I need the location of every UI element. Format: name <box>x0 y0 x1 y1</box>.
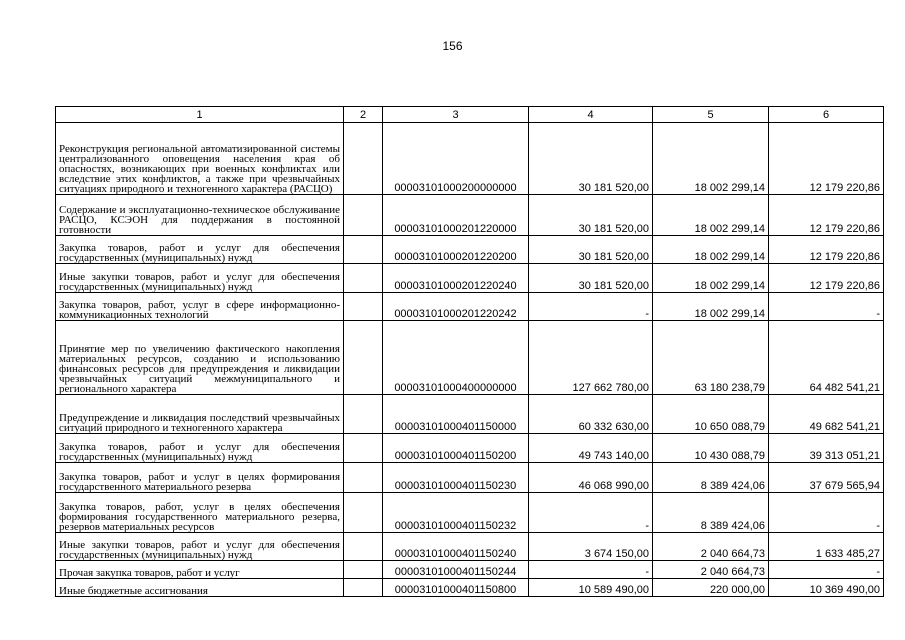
row-name: Иные закупки товаров, работ и услуг для обеспечения государственных (муниципальных) нужд <box>56 533 344 561</box>
row-col2 <box>344 321 383 395</box>
row-col2 <box>344 434 383 463</box>
table-row <box>56 321 884 395</box>
row-value-4: - <box>529 493 653 533</box>
row-value-4: 30 181 520,00 <box>529 236 653 264</box>
table-row <box>56 561 884 579</box>
row-name: Принятие мер по увеличению фактического накопления материальных ресурсов, созданию и использованию финансовых ресурсов для предупреждения и ликвидации чрезвычайных ситуаций межмуниципального и регионального характера <box>56 321 344 395</box>
row-value-4: 30 181 520,00 <box>529 123 653 195</box>
row-value-4: 49 743 140,00 <box>529 434 653 463</box>
row-value-5: 10 430 088,79 <box>653 434 769 463</box>
page-number: 156 <box>442 39 463 53</box>
table-row <box>56 493 884 533</box>
row-name: Реконструкция региональной автоматизированной системы централизованного оповещения населения края об опасностях, возникающих при военных конфликтах или вследствие этих конфликтов, а также при чрезвычайных ситуациях природного и техногенного характера (РАСЦО) <box>56 123 344 195</box>
column-header-3: 3 <box>383 107 529 123</box>
row-code: 00003101000401150230 <box>383 463 529 493</box>
row-code: 00003101000401150232 <box>383 493 529 533</box>
row-col2 <box>344 561 383 579</box>
row-value-6: 64 482 541,21 <box>769 321 884 395</box>
row-value-5: 8 389 424,06 <box>653 463 769 493</box>
row-col2 <box>344 264 383 293</box>
row-value-5: 220 000,00 <box>653 579 769 597</box>
table-row <box>56 579 884 597</box>
row-col2 <box>344 579 383 597</box>
row-col2 <box>344 395 383 434</box>
table-row <box>56 264 884 293</box>
row-value-4: 46 068 990,00 <box>529 463 653 493</box>
row-code: 00003101000400000000 <box>383 321 529 395</box>
row-col2 <box>344 463 383 493</box>
row-code: 00003101000401150000 <box>383 395 529 434</box>
row-value-4: 30 181 520,00 <box>529 195 653 236</box>
row-code: 00003101000401150244 <box>383 561 529 579</box>
row-name: Прочая закупка товаров, работ и услуг <box>56 561 344 579</box>
row-name: Иные бюджетные ассигнования <box>56 579 344 597</box>
row-value-6: - <box>769 561 884 579</box>
table-row <box>56 293 884 321</box>
row-name: Содержание и эксплуатационно-техническое обслуживание РАСЦО, КСЭОН для поддержания в постоянной готовности <box>56 195 344 236</box>
row-name: Закупка товаров, работ и услуг для обеспечения государственных (муниципальных) нужд <box>56 434 344 463</box>
budget-table <box>55 106 884 597</box>
row-value-5: 10 650 088,79 <box>653 395 769 434</box>
column-header-1: 1 <box>56 107 344 123</box>
row-value-5: 18 002 299,14 <box>653 236 769 264</box>
row-name: Иные закупки товаров, работ и услуг для обеспечения государственных (муниципальных) нужд <box>56 264 344 293</box>
row-value-5: 18 002 299,14 <box>653 123 769 195</box>
table-row <box>56 434 884 463</box>
row-value-6: 12 179 220,86 <box>769 264 884 293</box>
header-row <box>56 107 884 123</box>
row-code: 00003101000401150240 <box>383 533 529 561</box>
row-code: 00003101000200000000 <box>383 123 529 195</box>
row-col2 <box>344 293 383 321</box>
column-header-4: 4 <box>529 107 653 123</box>
row-code: 00003101000201220242 <box>383 293 529 321</box>
row-value-6: 37 679 565,94 <box>769 463 884 493</box>
table-row <box>56 395 884 434</box>
row-code: 00003101000401150800 <box>383 579 529 597</box>
row-value-5: 63 180 238,79 <box>653 321 769 395</box>
row-code: 00003101000201220240 <box>383 264 529 293</box>
table-row <box>56 236 884 264</box>
row-code: 00003101000401150200 <box>383 434 529 463</box>
row-name: Закупка товаров, работ и услуг для обеспечения государственных (муниципальных) нужд <box>56 236 344 264</box>
row-value-6: 39 313 051,21 <box>769 434 884 463</box>
row-value-4: 127 662 780,00 <box>529 321 653 395</box>
row-value-5: 2 040 664,73 <box>653 561 769 579</box>
row-name: Предупреждение и ликвидация последствий чрезвычайных ситуаций природного и техногенного характера <box>56 395 344 434</box>
row-col2 <box>344 493 383 533</box>
table-row <box>56 123 884 195</box>
column-header-2: 2 <box>344 107 383 123</box>
column-header-5: 5 <box>653 107 769 123</box>
row-value-4: 10 589 490,00 <box>529 579 653 597</box>
row-value-5: 18 002 299,14 <box>653 195 769 236</box>
row-value-6: 49 682 541,21 <box>769 395 884 434</box>
row-value-6: - <box>769 493 884 533</box>
row-col2 <box>344 533 383 561</box>
row-value-5: 2 040 664,73 <box>653 533 769 561</box>
column-header-6: 6 <box>769 107 884 123</box>
row-code: 00003101000201220200 <box>383 236 529 264</box>
row-col2 <box>344 123 383 195</box>
row-value-6: 12 179 220,86 <box>769 236 884 264</box>
row-value-5: 18 002 299,14 <box>653 264 769 293</box>
row-col2 <box>344 195 383 236</box>
table-row <box>56 195 884 236</box>
row-value-6: 12 179 220,86 <box>769 123 884 195</box>
row-name: Закупка товаров, работ и услуг в целях формирования государственного материального резерва <box>56 463 344 493</box>
row-value-4: - <box>529 293 653 321</box>
row-value-5: 8 389 424,06 <box>653 493 769 533</box>
row-name: Закупка товаров, работ, услуг в целях обеспечения формирования государственного материального резерва, резервов материальных ресурсов <box>56 493 344 533</box>
row-value-6: 1 633 485,27 <box>769 533 884 561</box>
row-value-4: 60 332 630,00 <box>529 395 653 434</box>
row-col2 <box>344 236 383 264</box>
table-row <box>56 463 884 493</box>
row-value-6: 12 179 220,86 <box>769 195 884 236</box>
row-name: Закупка товаров, работ, услуг в сфере информационно-коммуникационных технологий <box>56 293 344 321</box>
row-value-6: - <box>769 293 884 321</box>
row-value-4: 30 181 520,00 <box>529 264 653 293</box>
row-value-6: 10 369 490,00 <box>769 579 884 597</box>
row-value-4: 3 674 150,00 <box>529 533 653 561</box>
table-row <box>56 533 884 561</box>
row-code: 00003101000201220000 <box>383 195 529 236</box>
row-value-5: 18 002 299,14 <box>653 293 769 321</box>
row-value-4: - <box>529 561 653 579</box>
